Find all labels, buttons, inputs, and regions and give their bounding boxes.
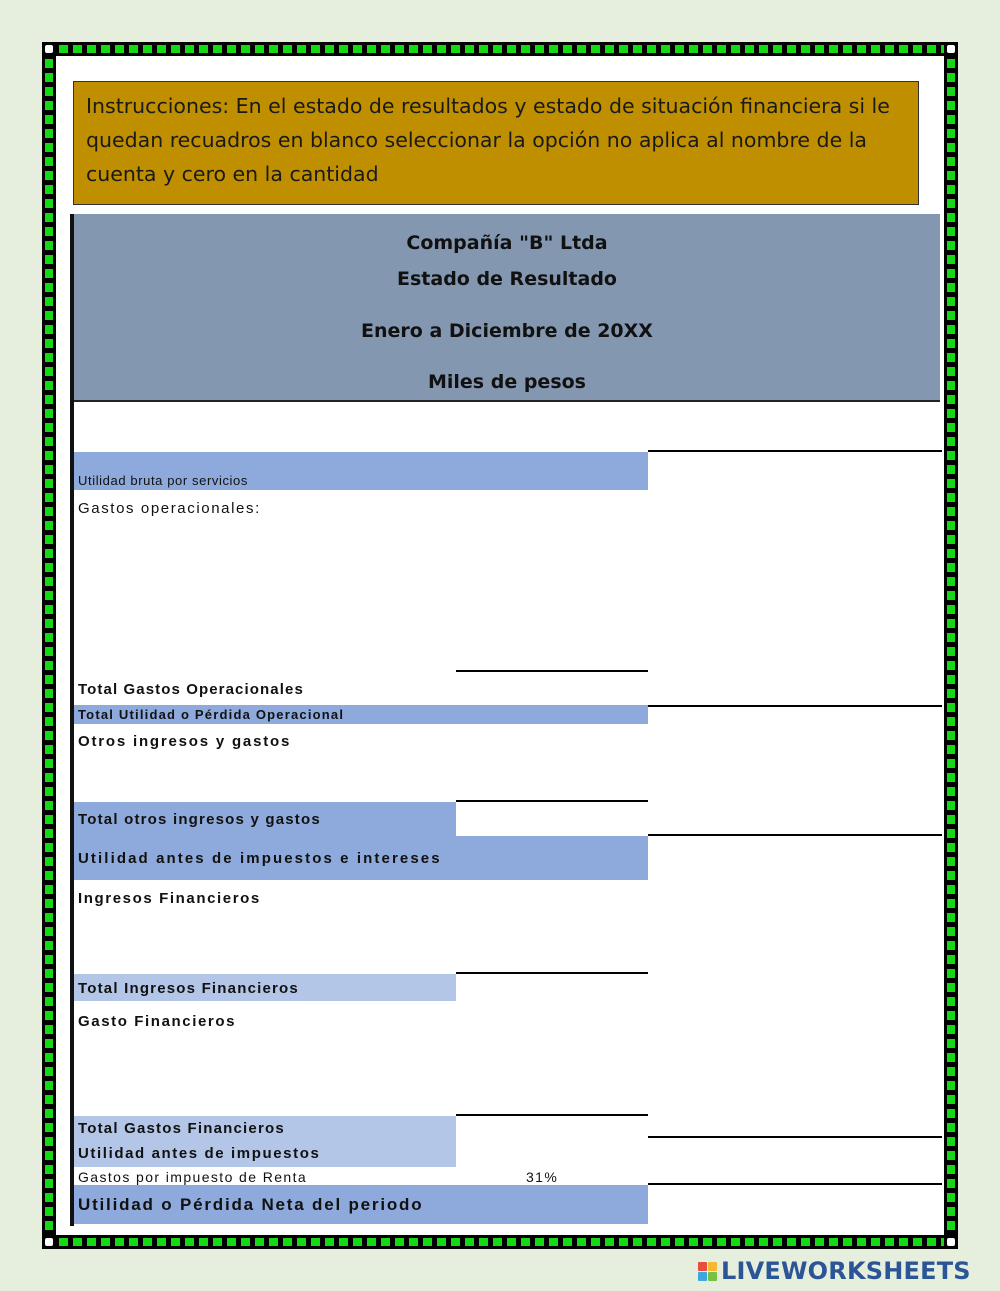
total-operating-expenses-label: Total Gastos Operacionales [78, 681, 304, 698]
income-tax-label: Gastos por impuesto de Renta [78, 1169, 308, 1185]
total-financial-expenses-label: Total Gastos Financieros [78, 1120, 285, 1137]
financial-income-label: Ingresos Financieros [78, 890, 261, 907]
subtotal-line [456, 670, 648, 672]
border-right [944, 42, 958, 1249]
corner-icon [42, 42, 56, 56]
border-left [42, 42, 56, 1249]
statement-units: Miles de pesos [427, 371, 586, 393]
company-name: Compañía "B" Ltda [406, 232, 608, 254]
income-statement [70, 214, 940, 1226]
corner-icon [944, 1235, 958, 1249]
total-other-label: Total otros ingresos y gastos [78, 811, 321, 828]
amount-line [648, 834, 942, 836]
statement-header [74, 214, 940, 402]
tax-rate-value: 31% [526, 1169, 559, 1185]
amount-line [648, 450, 942, 452]
gross-profit-label: Utilidad bruta por servicios [78, 473, 248, 488]
logo-square [698, 1272, 707, 1281]
amount-line [648, 705, 942, 707]
subtotal-line [456, 800, 648, 802]
logo-square [708, 1262, 717, 1271]
instructions-box: Instrucciones: En el estado de resultados y estado de situación financiera si le quedan recuadros en blanco seleccionar la opción no aplica al nombre de la cuenta y cero en la cantidad [73, 81, 919, 205]
logo-square [698, 1262, 707, 1271]
border-top [42, 42, 958, 56]
corner-icon [42, 1235, 56, 1249]
operating-result-label: Total Utilidad o Pérdida Operacional [78, 707, 345, 722]
financial-expenses-label: Gasto Financieros [78, 1013, 237, 1030]
statement-title: Estado de Resultado [397, 268, 617, 290]
liveworksheets-logo [698, 1258, 971, 1284]
net-result-label: Utilidad o Pérdida Neta del periodo [78, 1195, 424, 1214]
operating-expenses-label: Gastos operacionales: [78, 500, 261, 517]
profit-before-tax-interest-label: Utilidad antes de impuestos e intereses [78, 850, 442, 867]
corner-icon [944, 42, 958, 56]
other-income-expenses-label: Otros ingresos y gastos [78, 733, 292, 750]
amount-line [648, 1183, 942, 1185]
statement-period: Enero a Diciembre de 20XX [361, 320, 653, 342]
subtotal-line [456, 1114, 648, 1116]
total-financial-income-label: Total Ingresos Financieros [78, 980, 299, 997]
border-bottom [42, 1235, 958, 1249]
subtotal-line [456, 972, 648, 974]
logo-square [708, 1272, 717, 1281]
logo-text: LIVEWORKSHEETS [721, 1257, 971, 1285]
profit-before-tax-label: Utilidad antes de impuestos [78, 1145, 321, 1162]
amount-line [648, 1136, 942, 1138]
logo-mark-icon [698, 1262, 717, 1281]
